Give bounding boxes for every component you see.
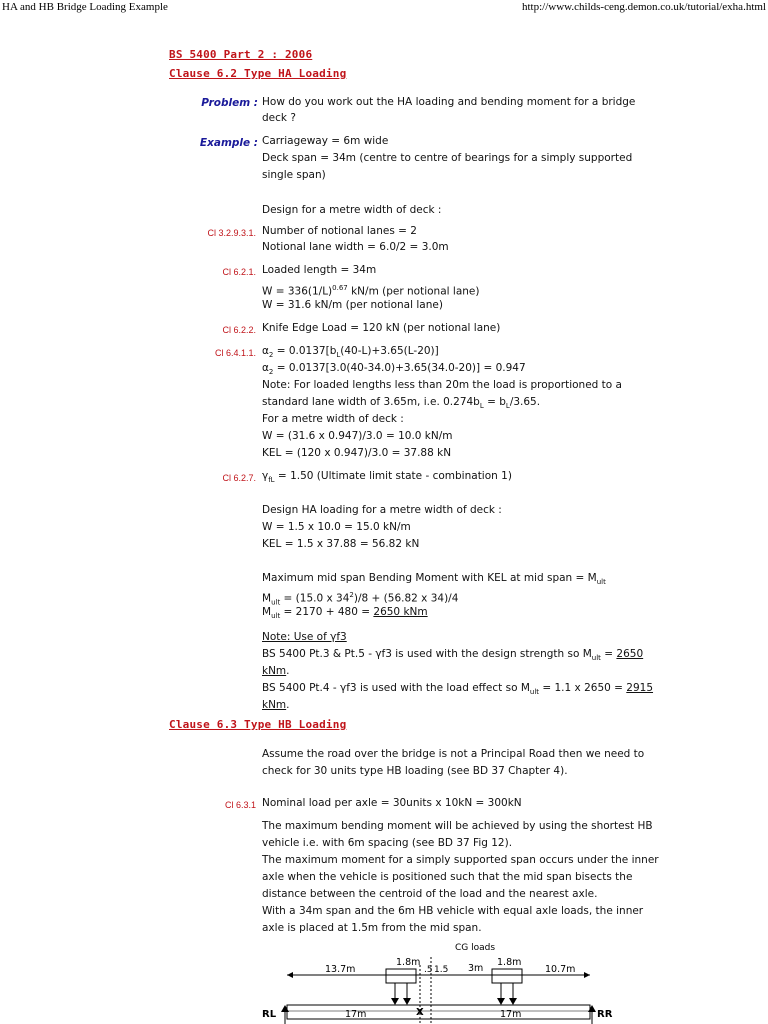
note-line-3: BS 5400 Pt.4 - γf3 is used with the load effect so $M_{ult} = 1.1$ x 2650 = 2915 [262,682,654,697]
page-header-title: HA and HB Bridge Loading Example [2,1,168,13]
standard-heading: BS 5400 Part 2 : 2006 [169,48,313,61]
gamma-line: $\gamma_{fL} = 1.50$ (Ultimate limit state - combination 1) [262,470,512,485]
clause-ref-gamma: Cl 6.2.7. [222,473,256,483]
clause-ref-lanes: Cl 3.2.9.3.1. [207,228,256,238]
cg-loads-label: CG loads [455,943,496,953]
alpha-line-7: KEL = (120 x 0.947)/3.0 = 37.88 kN [262,447,452,459]
axle-box-2 [492,969,522,983]
dim-0-5: .5 [424,965,433,975]
alpha-line-2: $\alpha_2 = 0.0137[3.0(40-34.0)+3.65(34.0-20)] = 0.947$ [262,362,526,377]
alpha-note-1: Note: For loaded lengths less than 20m the load is proportioned to a [262,379,622,391]
problem-line-1: How do you work out the HA loading and bending moment for a bridge [262,96,636,108]
hb-moment-4: axle when the vehicle is positioned such that the mid span bisects the [262,871,633,883]
hb-moment-7: axle is placed at 1.5m from the mid span. [262,922,482,934]
loaded-line-2: $W = 336(1/L)^{0.67}$ kN/m (per notional lane) [262,284,480,298]
clause-ref-kel: Cl 6.2.2. [222,325,256,335]
design-line-2: W = 1.5 x 10.0 = 15.0 kN/m [262,521,411,533]
reaction-left-label: RL [262,1009,277,1020]
alpha-line-5: For a metre width of deck : [262,413,404,425]
dim-10-7: 10.7m [545,964,576,975]
lanes-line-2: Notional lane width = 6.0/2 = 3.0m [262,241,449,253]
beam [287,1005,590,1019]
clause-ref-axle: Cl 6.3.1 [224,800,256,810]
example-line-1: Carriageway = 6m wide [262,135,389,147]
design-line-4: Maximum mid span Bending Moment with KEL at mid span = $M_{ult}$ [262,572,606,587]
dim-3m: 3m [468,963,484,974]
hb-moment-1: The maximum bending moment will be achieved by using the shortest HB [262,820,653,832]
note-line-1: BS 5400 Pt.3 & Pt.5 - γf3 is used with the design strength so $M_{ult} = 2650$ [262,648,644,663]
hb-axle: Nominal load per axle = 30units x 10kN = 300kN [262,797,522,809]
clause-hb-heading: Clause 6.3 Type HB Loading [169,718,347,731]
hb-para-1: Assume the road over the bridge is not a Principal Road then we need to [262,748,645,760]
hb-moment-6: With a 34m span and the 6m HB vehicle with equal axle loads, the inner [262,905,644,917]
note-line-2: kNm. [262,665,290,677]
alpha-line-6: W = (31.6 x 0.947)/3.0 = 10.0 kN/m [262,430,453,442]
dim-17m-right: 17m [500,1009,522,1020]
design-line-1: Design HA loading for a metre width of deck : [262,504,502,516]
hb-para-2: check for 30 units type HB loading (see BD 37 Chapter 4). [262,765,568,777]
example-line-2: Deck span = 34m (centre to centre of bearings for a simply supported [262,152,633,164]
hb-moment-2: vehicle i.e. with 6m spacing (see BD 37 Fig 12). [262,837,513,849]
axle-box-1 [386,969,416,983]
clause-ha-heading: Clause 6.2 Type HA Loading [169,67,347,80]
loaded-line-1: Loaded length = 34m [262,264,377,276]
point-x-label: X [416,1007,424,1018]
dim-1-8-right: 1.8m [497,957,522,968]
hb-moment-5: distance between the centroid of the load and the nearest axle. [262,888,598,900]
hb-loading-diagram [0,935,768,1024]
lanes-line-1: Number of notional lanes = 2 [262,225,417,237]
note-line-4: kNm. [262,699,290,711]
design-line-6: $M_{ult} = 2170 + 480 = 2650$ kNm [262,606,428,621]
dim-17m-left: 17m [345,1009,367,1020]
alpha-note-2: standard lane width of 3.65m, i.e. $0.274b_L = b_L/3.65$. [262,396,541,411]
dim-13-7: 13.7m [325,964,356,975]
reaction-right-label: RR [597,1009,613,1020]
note-title: Note: Use of γf3 [262,631,347,643]
dim-1-8-left: 1.8m [396,957,421,968]
example-label: Example : [199,137,258,149]
page-header-url: http://www.childs-ceng.demon.co.uk/tutorial/exha.html [522,1,766,13]
design-line-5: $M_{ult} = (15.0$ x $34^2)/8 + (56.82$ x 34)/4 [262,591,459,607]
clause-ref-alpha: Cl 6.4.1.1. [214,348,256,358]
alpha-line-1: $\alpha_2 = 0.0137[b_L(40-L)+3.65(L-20)]$ [262,345,439,360]
dim-1-5: 1.5 [434,965,449,975]
problem-line-2: deck ? [262,112,296,124]
kel-line: Knife Edge Load = 120 kN (per notional lane) [262,322,501,334]
problem-label: Problem : [201,97,258,109]
loaded-line-3: W = 31.6 kN/m (per notional lane) [262,299,443,311]
clause-ref-loaded: Cl 6.2.1. [222,267,256,277]
hb-moment-3: The maximum moment for a simply supported span occurs under the inner [262,854,659,866]
example-line-3: single span) [262,169,326,181]
example-line-4: Design for a metre width of deck : [262,204,442,216]
design-line-3: KEL = 1.5 x 37.88 = 56.82 kN [262,538,420,550]
